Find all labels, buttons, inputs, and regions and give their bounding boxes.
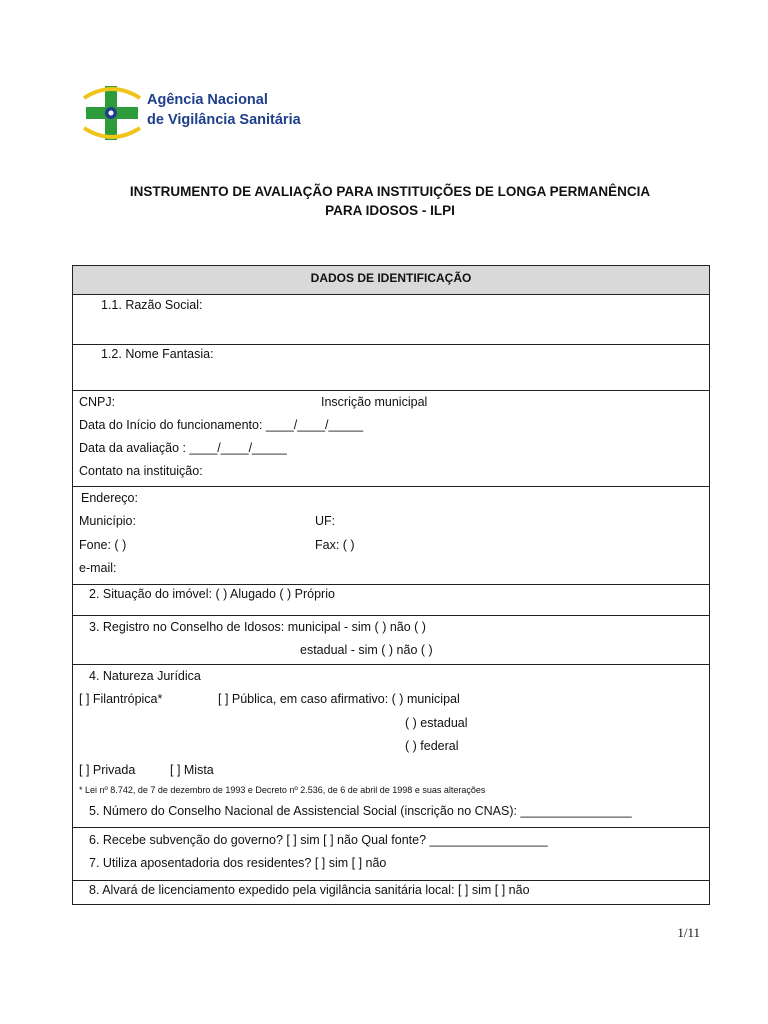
item-6-7-block [73,827,709,880]
cnpj-label: CNPJ: [79,395,116,409]
data-inicio-field: Data do Início do funcionamento: ____/____/_____ [79,418,364,432]
section-header: DADOS DE IDENTIFICAÇÃO [73,266,709,294]
aposentadoria-residentes: 7. Utiliza aposentadoria dos residentes? [ ] sim [ ] não [89,856,387,870]
page-number: 1/11 [677,925,700,940]
razao-social-row [73,294,709,344]
federal-option: ( ) federal [405,739,459,753]
footnote: * Lei nº 8.742, de 7 de dezembro de 1993 e Decreto nº 2.536, de 6 de abril de 1998 e suas alterações [79,785,486,795]
alvara-licenciamento: 8. Alvará de licenciamento expedido pela vigilância sanitária local: [ ] sim [ ] não [89,883,530,897]
item-8-row [73,880,709,906]
identification-form [72,265,710,905]
document-title-line-2: PARA IDOSOS - ILPI [325,203,455,218]
anvisa-cross-icon [80,84,144,142]
mista-option: [ ] Mista [170,763,214,777]
registro-conselho-municipal: 3. Registro no Conselho de Idosos: municipal - sim ( ) não ( ) [89,620,426,634]
razao-social-label: 1.1. Razão Social: [101,298,203,312]
endereco-label: Endereço: [81,491,138,505]
nome-fantasia-row [73,344,709,390]
publica-option: [ ] Pública, em caso afirmativo: ( ) municipal [218,692,460,706]
item-3-row [73,615,709,664]
registro-conselho-estadual: estadual - sim ( ) não ( ) [300,643,433,657]
privada-option: [ ] Privada [79,763,136,777]
anvisa-logo [80,84,310,142]
cnas-number-field: 5. Número do Conselho Nacional de Assistencial Social (inscrição no CNAS): ________________ [89,804,632,818]
filantropica-option: [ ] Filantrópica* [79,692,163,706]
inscricao-municipal-label: Inscrição municipal [321,395,428,409]
municipio-label: Município: [79,514,136,528]
item-2-row [73,584,709,615]
document-title-line-1: INSTRUMENTO DE AVALIAÇÃO PARA INSTITUIÇÕES DE LONGA PERMANÊNCIA [129,184,651,199]
address-block [73,486,709,584]
subvencao-governo: 6. Recebe subvenção do governo? [ ] sim [ ] não Qual fonte? _________________ [89,833,548,847]
estadual-option: ( ) estadual [405,716,468,730]
email-label: e-mail: [79,561,117,575]
situacao-imovel: 2. Situação do imóvel: ( ) Alugado ( ) Próprio [89,587,335,601]
registration-block [73,390,709,486]
data-avaliacao-field: Data da avaliação : ____/____/_____ [79,441,287,455]
natureza-juridica-title: 4. Natureza Jurídica [89,669,201,683]
logo-line-2: de Vigilância Sanitária [147,112,301,128]
logo-line-1: Agência Nacional [147,92,268,108]
nome-fantasia-label: 1.2. Nome Fantasia: [101,347,214,361]
uf-label: UF: [315,514,336,528]
fax-label: Fax: ( ) [315,538,355,552]
contato-label: Contato na instituição: [79,464,203,478]
fone-label: Fone: ( ) [79,538,127,552]
item-4-5-block [73,664,709,827]
